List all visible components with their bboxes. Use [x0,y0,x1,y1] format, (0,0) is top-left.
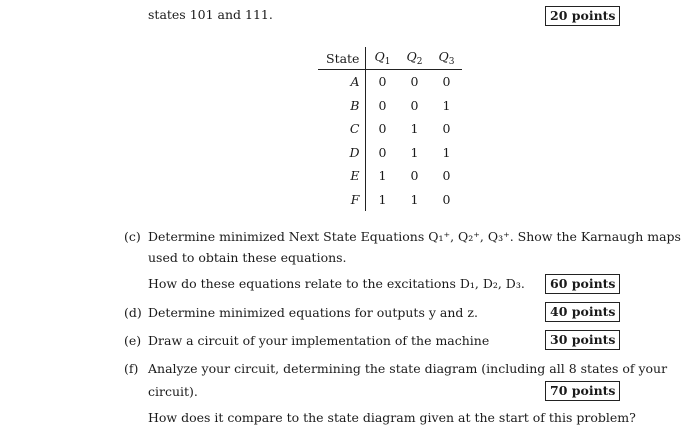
cell-q3: 0 [442,168,451,184]
cell-state: F [318,188,366,212]
item-c-points-box: 60 points [545,274,620,294]
cell-q3: 1 [442,144,451,160]
item-e-label: (e) [124,333,142,348]
table-row [318,117,462,141]
table-row [318,141,462,165]
cell-q1: 1 [378,191,387,207]
intro-line: states 101 and 111. [148,7,273,22]
cell-state: E [318,164,366,188]
cell-q3: 0 [442,74,451,90]
cell-q3: 1 [442,97,451,113]
header-q3: $Q_3$ [430,47,462,70]
item-f-label: (f) [124,361,139,376]
item-c-line1: Determine minimized Next State Equations Q₁⁺, Q₂⁺, Q₃⁺. Show the Karnaugh maps [148,229,681,244]
cell-q1: 1 [378,168,387,184]
cell-q2: 1 [410,144,419,160]
item-e-line1: Draw a circuit of your implementation of the machine [148,333,490,348]
cell-state: A [318,70,366,94]
cell-state: C [318,117,366,141]
item-f-line3: How does it compare to the state diagram given at the start of this problem? [148,410,636,425]
table-row [318,70,462,94]
header-state: State [318,47,366,70]
table-row [318,188,462,212]
item-f-points-box: 70 points [545,381,620,401]
item-d-label: (d) [124,305,142,320]
item-c-line3: How do these equations relate to the excitations D₁, D₂, D₃. [148,276,525,291]
table-row [318,94,462,118]
header-q2: $Q_2$ [398,47,430,70]
table-header-row [318,47,462,70]
cell-q1: 0 [378,121,387,137]
cell-state: B [318,94,366,118]
cell-q2: 0 [410,97,419,113]
intro-points-box: 20 points [545,6,620,26]
cell-q2: 0 [410,74,419,90]
cell-q3: 0 [442,191,451,207]
item-c-label: (c) [124,229,141,244]
item-c-line2: used to obtain these equations. [148,250,347,265]
cell-q1: 0 [378,74,387,90]
table-row [318,164,462,188]
item-d-line1: Determine minimized equations for outputs y and z. [148,305,478,320]
item-e-points-box: 30 points [545,330,620,350]
state-assignment-table [318,47,462,211]
cell-state: D [318,141,366,165]
item-f-line2: circuit). [148,384,198,399]
cell-q2: 1 [410,191,419,207]
header-q1: $Q_1$ [366,47,398,70]
cell-q2: 1 [410,121,419,137]
cell-q1: 0 [378,97,387,113]
cell-q1: 0 [378,144,387,160]
item-d-points-box: 40 points [545,302,620,322]
cell-q3: 0 [442,121,451,137]
item-f-line1: Analyze your circuit, determining the state diagram (including all 8 states of your [148,361,668,376]
cell-q2: 0 [410,168,419,184]
